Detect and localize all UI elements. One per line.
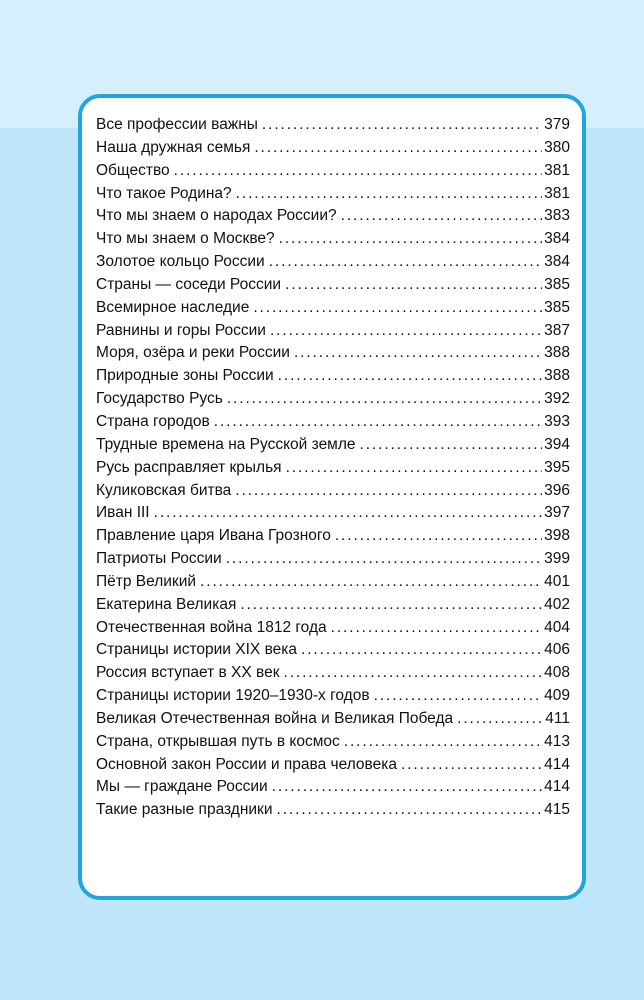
toc-entry[interactable] [96, 778, 570, 801]
toc-entry-page-number: 414 [544, 755, 570, 773]
toc-entry[interactable] [96, 139, 570, 162]
toc-entry[interactable] [96, 550, 570, 573]
toc-entry[interactable] [96, 756, 570, 779]
toc-entry-title: Что мы знаем о народах России? [96, 207, 337, 225]
toc-entry-title: Страницы истории XIX века [96, 641, 297, 659]
toc-entry[interactable] [96, 322, 570, 345]
toc-entry-title: Россия вступает в XX век [96, 664, 280, 682]
toc-entry-title: Равнины и горы России [96, 321, 266, 339]
dot-leader [214, 413, 542, 431]
dot-leader [283, 664, 542, 682]
dot-leader [270, 322, 542, 340]
toc-entry-page-number: 384 [544, 230, 570, 248]
dot-leader [240, 596, 542, 614]
toc-entry[interactable] [96, 664, 570, 687]
toc-entry[interactable] [96, 276, 570, 299]
toc-entry-page-number: 392 [544, 390, 570, 408]
dot-leader [200, 573, 542, 591]
toc-entry-page-number: 381 [544, 184, 570, 202]
toc-entry-title: Екатерина Великая [96, 595, 237, 613]
toc-entry-page-number: 393 [544, 412, 570, 430]
dot-leader [236, 185, 542, 203]
dot-leader [301, 641, 542, 659]
toc-entry-page-number: 387 [544, 321, 570, 339]
toc-entry-page-number: 413 [544, 732, 570, 750]
toc-entry-page-number: 384 [544, 253, 570, 271]
toc-entry-page-number: 380 [544, 138, 570, 156]
toc-entry-page-number: 408 [544, 664, 570, 682]
toc-entry-page-number: 385 [544, 275, 570, 293]
dot-leader [272, 778, 542, 796]
toc-entry-title: Страны — соседи России [96, 275, 282, 293]
toc-entry-page-number: 383 [544, 207, 570, 225]
toc-entry-title: Страна, открывшая путь в космос [96, 732, 340, 750]
toc-entry-page-number: 415 [544, 801, 570, 819]
toc-entry-title: Все профессии важны [96, 116, 258, 133]
toc-entry-title: Трудные времена на Русской земле [96, 435, 356, 453]
dot-leader [278, 367, 542, 385]
toc-entry-title: Что такое Родина? [96, 184, 232, 202]
toc-entry-title: Всемирное наследие [96, 298, 250, 316]
dot-leader [331, 619, 543, 637]
toc-entry[interactable] [96, 413, 570, 436]
dot-leader [285, 276, 542, 294]
toc-entry-title: Основной закон России и права человека [96, 755, 397, 773]
dot-leader [344, 733, 542, 751]
toc-entry-page-number: 409 [544, 687, 570, 705]
toc-entry-title: Страна городов [96, 412, 210, 430]
dot-leader [341, 207, 543, 225]
toc-entry-page-number: 404 [544, 618, 570, 636]
toc-entry[interactable] [96, 299, 570, 322]
dot-leader [254, 139, 542, 157]
toc-entry[interactable] [96, 733, 570, 756]
toc-entry-page-number: 394 [544, 435, 570, 453]
toc-entry-page-number: 402 [544, 595, 570, 613]
dot-leader [279, 230, 543, 248]
toc-entry-page-number: 406 [544, 641, 570, 659]
toc-entry-title: Природные зоны России [96, 367, 274, 385]
toc-entry-page-number: 401 [544, 572, 570, 590]
toc-entry[interactable] [96, 116, 570, 139]
toc-entry-page-number: 397 [544, 504, 570, 522]
toc-entry-page-number: 396 [544, 481, 570, 499]
dot-leader [262, 116, 542, 134]
toc-entry[interactable] [96, 230, 570, 253]
toc-entry-page-number: 414 [544, 778, 570, 796]
toc-entry-page-number: 388 [544, 344, 570, 362]
toc-entry-title: Такие разные праздники [96, 801, 273, 819]
toc-entry[interactable] [96, 573, 570, 596]
toc-entry[interactable] [96, 185, 570, 208]
dot-leader [253, 299, 542, 317]
toc-entry-title: Отечественная война 1812 года [96, 618, 327, 636]
toc-entry[interactable] [96, 344, 570, 367]
toc-entry[interactable] [96, 710, 570, 733]
toc-entry-page-number: 395 [544, 458, 570, 476]
toc-entry-title: Моря, озёра и реки России [96, 344, 290, 362]
toc-entry[interactable] [96, 504, 570, 527]
dot-leader [360, 436, 543, 454]
toc-entry-title: Что мы знаем о Москве? [96, 230, 275, 248]
toc-entry-title: Великая Отечественная война и Великая Победа [96, 709, 454, 727]
toc-entry-title: Государство Русь [96, 390, 223, 408]
toc-entry-title: Мы — граждане России [96, 778, 268, 796]
dot-leader [226, 550, 542, 568]
table-of-contents-card [78, 94, 586, 900]
toc-entry[interactable] [96, 207, 570, 230]
toc-entry-title: Пётр Великий [96, 572, 197, 590]
dot-leader [174, 162, 542, 180]
dot-leader [235, 482, 542, 500]
toc-entry[interactable] [96, 527, 570, 550]
toc-entry[interactable] [96, 641, 570, 664]
toc-entry[interactable] [96, 390, 570, 413]
toc-entry-title: Куликовская битва [96, 481, 232, 499]
table-of-contents [96, 116, 570, 824]
toc-entry-page-number: 385 [544, 298, 570, 316]
dot-leader [277, 801, 543, 819]
dot-leader [294, 344, 542, 362]
dot-leader [457, 710, 543, 728]
toc-entry-title: Наша дружная семья [96, 138, 251, 156]
toc-entry-title: Правление царя Ивана Грозного [96, 527, 331, 545]
toc-entry-title: Общество [96, 161, 170, 179]
dot-leader [286, 459, 543, 477]
toc-entry[interactable] [96, 162, 570, 185]
dot-leader [335, 527, 542, 545]
toc-entry[interactable] [96, 436, 570, 459]
dot-leader [374, 687, 543, 705]
toc-entry[interactable] [96, 253, 570, 276]
toc-entry-title: Иван III [96, 504, 150, 522]
toc-entry[interactable] [96, 596, 570, 619]
toc-entry-page-number: 388 [544, 367, 570, 385]
toc-entry-page-number: 381 [544, 161, 570, 179]
dot-leader [227, 390, 542, 408]
toc-entry-title: Страницы истории 1920–1930-х годов [96, 687, 370, 705]
toc-entry-page-number: 399 [544, 550, 570, 568]
toc-entry-title: Золотое кольцо России [96, 253, 265, 271]
dot-leader [154, 504, 543, 522]
dot-leader [269, 253, 542, 271]
dot-leader [401, 756, 542, 774]
toc-entry-title: Русь расправляет крылья [96, 458, 282, 476]
toc-entry[interactable] [96, 482, 570, 505]
toc-entry-page-number: 411 [545, 709, 570, 727]
toc-entry-page-number: 398 [544, 527, 570, 545]
toc-entry[interactable] [96, 367, 570, 390]
toc-entry[interactable] [96, 459, 570, 482]
toc-entry-title: Патриоты России [96, 550, 222, 568]
toc-entry-page-number: 379 [544, 116, 570, 133]
toc-entry[interactable] [96, 687, 570, 710]
toc-entry[interactable] [96, 801, 570, 824]
toc-entry[interactable] [96, 619, 570, 642]
